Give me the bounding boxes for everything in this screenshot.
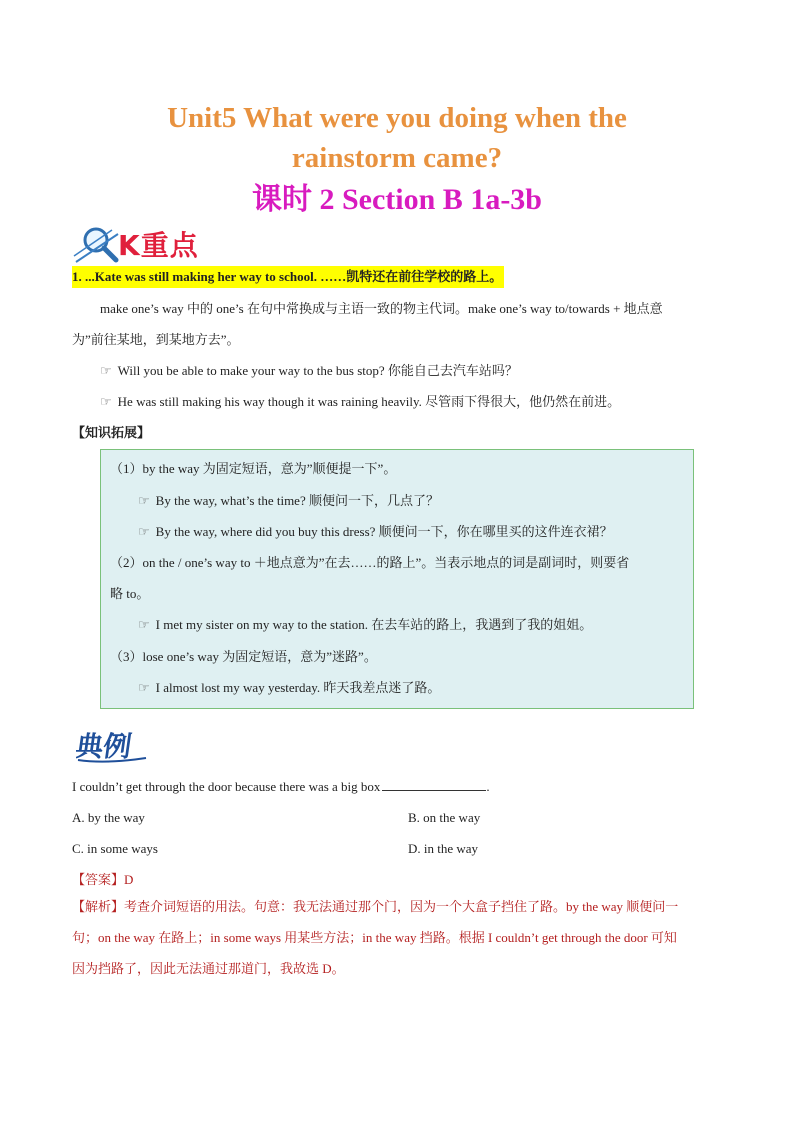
pointing-hand-icon: ☞ — [138, 493, 150, 508]
extension-item-2-ex-1: ☞ I met my sister on my way to the station. 在去车站的路上，我遇到了我的姐姐。 — [138, 617, 593, 632]
extension-item-2-line-2: 略 to。 — [110, 586, 150, 601]
point-example-1: ☞ Will you be able to make your way to the bus stop? 你能自己去汽车站吗？ — [100, 363, 518, 378]
answer-value: D — [124, 872, 134, 887]
title-line-2: rainstorm came? — [291, 142, 503, 174]
extension-item-3: （3）lose one’s way 为固定短语，意为”迷路”。 — [110, 649, 377, 664]
option-a: A. by the way — [72, 810, 145, 825]
analysis-line-3: 因为挡路了，因此无法通过那道门，我故选 D。 — [72, 961, 345, 976]
analysis-label: 【解析】 — [72, 899, 125, 914]
svg-text:典例: 典例 — [76, 730, 134, 763]
analysis-line-1: 【解析】考查介词短语的用法。句意：我无法通过那个门，因为一个大盒子挡住了路。by the way 顺便问一 — [72, 899, 679, 914]
question-stem: I couldn’t get through the door because there was a big box . — [72, 779, 490, 794]
extension-item-2-line-1: （2）on the / one’s way to ＋地点意为”在去……的路上”。当表示地点的词是副词时，则要省 — [110, 555, 630, 570]
extension-item-3-ex-1: ☞ I almost lost my way yesterday. 昨天我差点迷了路。 — [138, 680, 441, 695]
title-line-1: Unit5 What were you doing when the — [167, 102, 627, 134]
point-explain-2: 为”前往某地，到某地方去”。 — [72, 332, 240, 347]
subtitle: 课时 2 Section B 1a-3b — [251, 183, 542, 216]
point-explain-1: make one’s way 中的 one’s 在句中常换成与主语一致的物主代词。make one’s way to/towards + 地点意 — [100, 301, 663, 316]
example-logo — [76, 728, 156, 764]
pointing-hand-icon: ☞ — [138, 524, 150, 539]
extension-item-1-ex-1: ☞ By the way, what’s the time? 顺便问一下，几点了？ — [138, 493, 439, 508]
extension-box — [100, 449, 694, 709]
extension-label: 【知识拓展】 — [72, 425, 151, 440]
pointing-hand-icon: ☞ — [138, 680, 150, 695]
example-logo-lettering — [76, 728, 156, 764]
answer-label: 【答案】 — [72, 872, 125, 887]
answer-blank — [382, 778, 486, 791]
extension-item-1: （1）by the way 为固定短语，意为”顺便提一下”。 — [110, 461, 397, 476]
option-c: C. in some ways — [72, 841, 158, 856]
analysis-line-2: 句；on the way 在路上；in some ways 用某些方法；in the way 挡路。根据 I couldn’t get through the door 可知 — [72, 930, 677, 945]
pointing-hand-icon: ☞ — [100, 394, 112, 409]
answer-line — [72, 870, 133, 890]
option-d: D. in the way — [408, 841, 479, 856]
point-heading: 1. ...Kate was still making her way to school. ……凯特还在前往学校的路上。 — [72, 266, 504, 288]
key-points-badge — [72, 222, 222, 266]
pointing-hand-icon: ☞ — [100, 363, 112, 378]
point-example-2: ☞ He was still making his way though it was raining heavily. 尽管雨下得很大，他仍然在前进。 — [100, 394, 621, 409]
pointing-hand-icon: ☞ — [138, 617, 150, 632]
extension-item-1-ex-2: ☞ By the way, where did you buy this dress? 顺便问一下，你在哪里买的这件连衣裙？ — [138, 524, 613, 539]
badge-text: K重点 — [118, 229, 199, 262]
option-b: B. on the way — [408, 810, 481, 825]
